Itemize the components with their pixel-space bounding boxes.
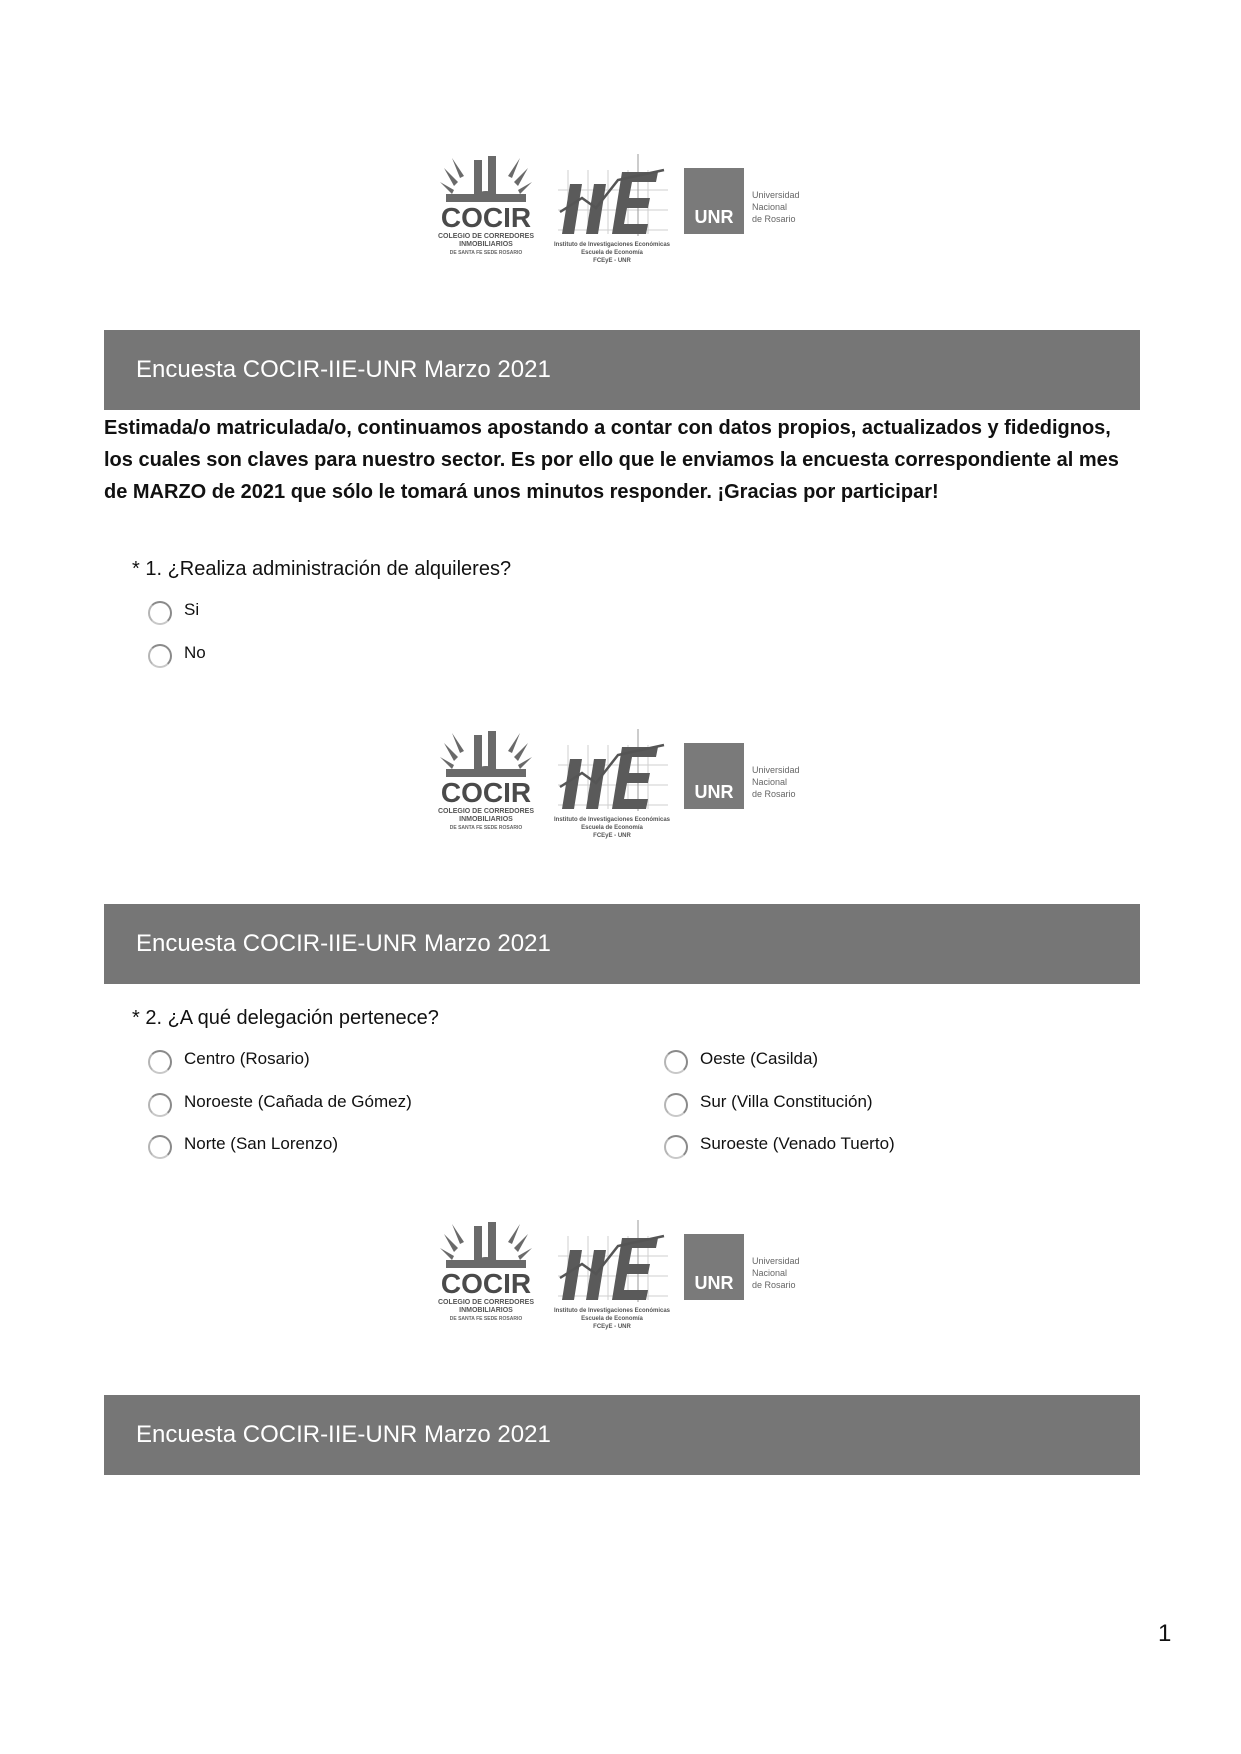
iie-logo — [554, 154, 671, 264]
option-norte[interactable] — [148, 1132, 338, 1156]
cocir-name: COCIR — [440, 202, 532, 233]
option-label: Centro (Rosario) — [184, 1049, 310, 1068]
unr-logo — [684, 743, 800, 809]
unr-line3: de Rosario — [752, 214, 796, 224]
logo-group-svg — [436, 725, 816, 845]
unr-logo — [684, 1234, 800, 1300]
radio-button[interactable] — [664, 1050, 688, 1074]
intro-text: Estimada/o matriculada/o, continuamos apostando a contar con datos propios, actualizados y fidedignos, los cuales son claves para nuestro sector. Es por ello que le enviamos la encuesta correspondiente al mes de MARZO de 2021 que sólo le tomará unos minutos responder. ¡Gracias por participar! — [104, 417, 1119, 503]
radio-button[interactable] — [148, 1093, 172, 1117]
iie-line3: FCEyE - UNR — [593, 1324, 631, 1330]
cocir-line1: COLEGIO DE CORREDORES — [437, 1299, 535, 1306]
unr-logo — [684, 168, 800, 234]
option-noroeste[interactable] — [148, 1090, 412, 1114]
iie-line3: FCEyE - UNR — [593, 258, 631, 264]
radio-button[interactable] — [148, 1050, 172, 1074]
section-title: Encuesta COCIR-IIE-UNR Marzo 2021 — [136, 356, 551, 383]
section-header-3 — [104, 1395, 1140, 1475]
option-label: Sur (Villa Constitución) — [700, 1092, 873, 1111]
radio-button[interactable] — [148, 644, 172, 668]
unr-line2: Nacional — [752, 1268, 788, 1278]
unr-line3: de Rosario — [752, 1280, 796, 1290]
option-label: No — [184, 643, 206, 662]
logo-group-1 — [436, 150, 816, 270]
unr-abbr: UNR — [694, 207, 734, 227]
cocir-name: COCIR — [440, 1268, 532, 1299]
cocir-line3: DE SANTA FE SEDE ROSARIO — [449, 1316, 523, 1322]
cocir-line3: DE SANTA FE SEDE ROSARIO — [449, 825, 523, 831]
unr-line1: Universidad — [752, 190, 800, 200]
question-1-label: * 1. ¿Realiza administración de alquileres? — [132, 558, 512, 580]
logo-group-3 — [436, 1216, 816, 1336]
iie-line1: Instituto de Investigaciones Económicas — [553, 817, 671, 823]
cocir-line2: INMOBILIARIOS — [459, 1307, 513, 1314]
iie-logo — [554, 729, 671, 839]
logo-group-2 — [436, 725, 816, 845]
cocir-line3: DE SANTA FE SEDE ROSARIO — [449, 250, 523, 256]
option-label: Norte (San Lorenzo) — [184, 1134, 339, 1153]
section-title: Encuesta COCIR-IIE-UNR Marzo 2021 — [136, 930, 551, 957]
option-label: Oeste (Casilda) — [700, 1049, 819, 1068]
section-title: Encuesta COCIR-IIE-UNR Marzo 2021 — [136, 1421, 551, 1448]
cocir-logo — [438, 731, 534, 831]
unr-line2: Nacional — [752, 777, 788, 787]
option-label: Si — [184, 600, 200, 619]
iie-line2: Escuela de Economía — [581, 1316, 643, 1322]
cocir-line2: INMOBILIARIOS — [459, 816, 513, 823]
unr-line3: de Rosario — [752, 789, 796, 799]
cocir-logo — [438, 156, 534, 256]
iie-line3: FCEyE - UNR — [593, 833, 631, 839]
logo-group-svg — [436, 150, 816, 270]
cocir-line1: COLEGIO DE CORREDORES — [437, 808, 535, 815]
radio-button[interactable] — [664, 1135, 688, 1159]
option-sur[interactable] — [664, 1090, 873, 1114]
logo-group-svg — [436, 1216, 816, 1336]
option-si[interactable] — [148, 598, 199, 622]
cocir-logo — [438, 1222, 534, 1322]
option-centro[interactable] — [148, 1047, 310, 1071]
unr-line1: Universidad — [752, 1256, 800, 1266]
question-2-label: * 2. ¿A qué delegación pertenece? — [132, 1007, 439, 1029]
unr-abbr: UNR — [694, 782, 734, 802]
unr-line1: Universidad — [752, 765, 800, 775]
iie-line1: Instituto de Investigaciones Económicas — [553, 1308, 671, 1314]
radio-button[interactable] — [148, 1135, 172, 1159]
option-suroeste[interactable] — [664, 1132, 895, 1156]
iie-line2: Escuela de Economía — [581, 250, 643, 256]
radio-button[interactable] — [664, 1093, 688, 1117]
cocir-line2: INMOBILIARIOS — [459, 241, 513, 248]
option-oeste[interactable] — [664, 1047, 818, 1071]
cocir-name: COCIR — [440, 777, 532, 808]
unr-abbr: UNR — [694, 1273, 734, 1293]
iie-line1: Instituto de Investigaciones Económicas — [553, 242, 671, 248]
iie-logo — [554, 1220, 671, 1330]
option-no[interactable] — [148, 641, 206, 665]
radio-button[interactable] — [148, 601, 172, 625]
page-number: 1 — [1158, 1620, 1172, 1647]
option-label: Suroeste (Venado Tuerto) — [700, 1134, 895, 1153]
cocir-line1: COLEGIO DE CORREDORES — [437, 233, 535, 240]
unr-line2: Nacional — [752, 202, 788, 212]
iie-line2: Escuela de Economía — [581, 825, 643, 831]
section-header-2 — [104, 904, 1140, 984]
section-header-1 — [104, 330, 1140, 410]
option-label: Noroeste (Cañada de Gómez) — [184, 1092, 412, 1111]
